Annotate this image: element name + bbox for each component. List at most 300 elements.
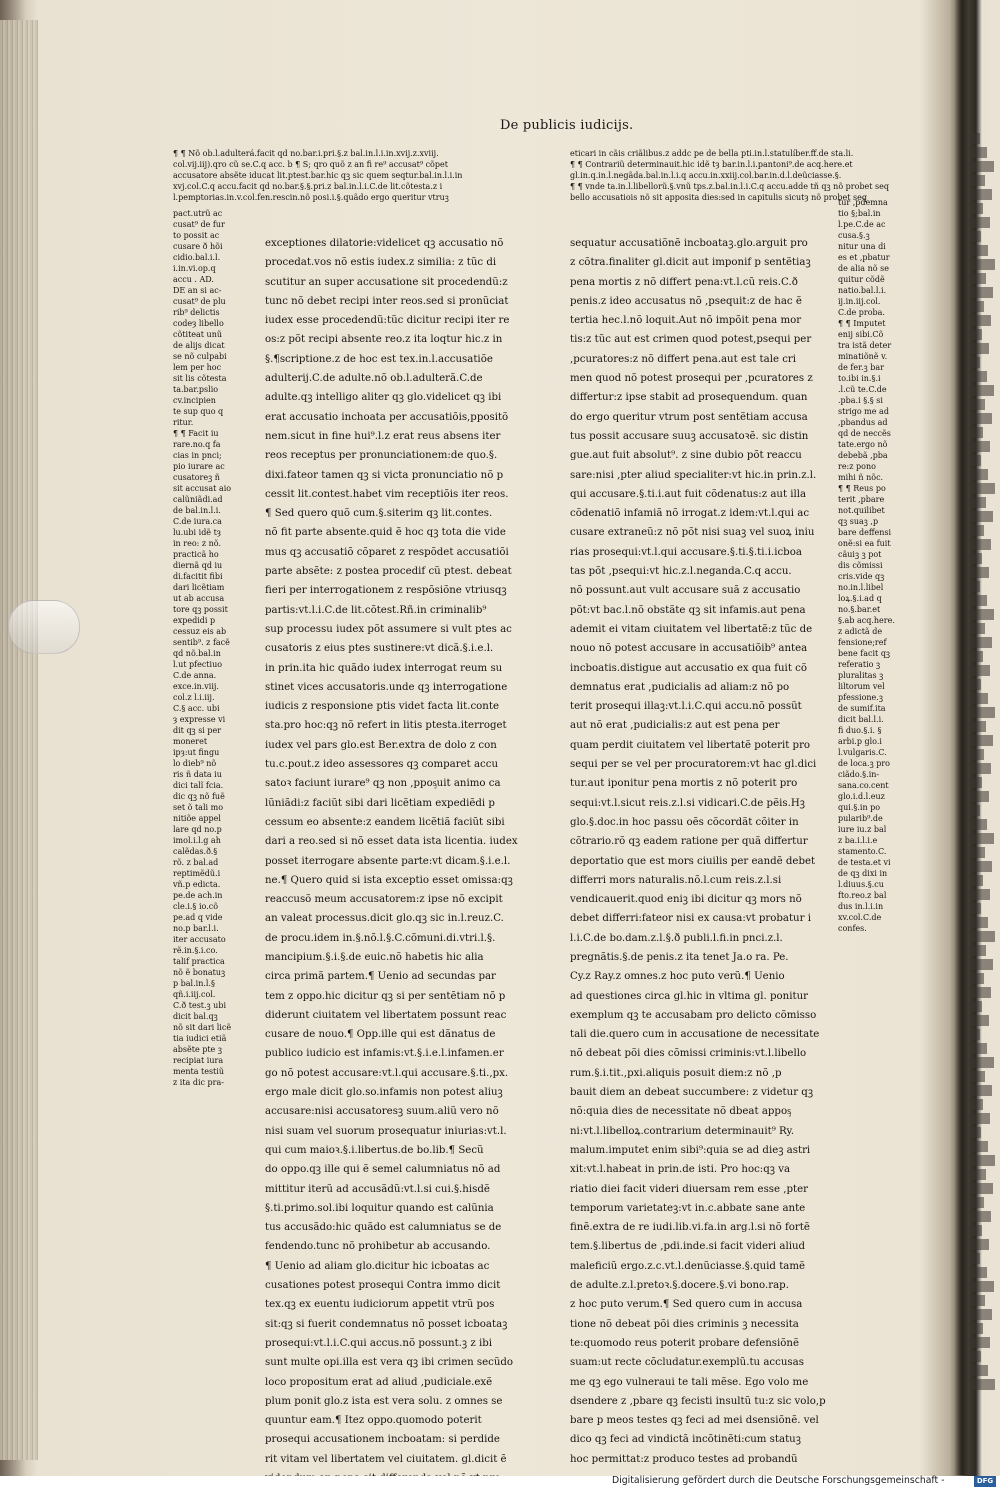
facing-page-line <box>970 693 988 704</box>
text-line: cusatoreꝫ ñ <box>173 473 220 482</box>
text-line: ¶ ¶ Nõ ob.l.adulterá.facit qd no.bar.i.pri.§.z bal.in.l.i.in.xvij.z.xviij. <box>173 149 439 158</box>
facing-page-line <box>970 511 993 522</box>
facing-page-line <box>970 959 993 970</box>
top-note-left <box>173 148 518 203</box>
text-line: ipȝ:ut fingu <box>173 748 220 757</box>
text-line: penis.z ideo accusatus nõ ,psequit:z de hac ẽ <box>570 295 802 307</box>
facing-page-line <box>970 1155 995 1166</box>
text-line: pact.utrũ ac <box>173 209 223 218</box>
text-line: p bal.in.l.§ <box>173 979 216 988</box>
facing-page-line <box>970 945 986 956</box>
facing-page-line <box>970 133 980 144</box>
text-line: dari licẽtiam <box>173 583 225 592</box>
text-line: dixi.fateor tamen qꝫ si victa pronunciatio nõ p <box>265 469 504 481</box>
text-line: C.de anna. <box>173 671 217 680</box>
text-line: gue.aut fuit absolut⁹. z sine dubio põt reaccu <box>570 450 802 462</box>
text-line: l.vulgaris.C. <box>838 748 887 757</box>
text-line: set õ tali mo <box>173 803 224 812</box>
facing-page-line <box>970 329 982 340</box>
text-line: mihi ñ nõc. <box>838 473 884 482</box>
text-line: accusatore absẽte iducat lit.ptest.bar.hic qꝫ sic quem seqtur.bal.in.l.i.in <box>173 171 463 180</box>
text-line: sare:nisi ,pter aliud specialiter:vt hic.in prin.z.l. <box>570 469 817 481</box>
text-line: talif practica <box>173 957 225 966</box>
text-line: tur.aut iponitur pena mortis z nõ poterit pro <box>570 778 798 790</box>
text-line: bare p meos testes qꝫ feci ad mei dsensiõnẽ. vel <box>570 1415 819 1427</box>
text-line: scutitur an super accusatione sit procedendũ:z <box>265 276 508 288</box>
main-column-right <box>570 234 828 1469</box>
text-line: quam perdit ciuitatem vel libertatẽ poterit pro <box>570 739 811 751</box>
facing-page-line <box>970 497 986 508</box>
text-line: sana.co.cent <box>838 781 889 790</box>
text-line: z cõtra.finaliter gl.dicit aut imponif p sentẽtiaꝫ <box>570 257 811 269</box>
text-line: i.in.vi.op.q <box>173 264 216 273</box>
text-line: de bal.in.l.i. <box>173 506 221 515</box>
text-line: codeȝ libello <box>173 319 224 328</box>
text-line: cãuiꝫ ꝫ pot <box>838 550 882 559</box>
text-line: demnatus erat ,pudicialis ad aliam:z nõ po <box>570 681 790 693</box>
text-line: ¶ ¶ Reus po <box>838 484 886 493</box>
text-line: ademit ei vitam ciuitatem vel libertatẽ:z tũc de <box>570 623 813 635</box>
text-line: sta.pro hoc:qꝫ nõ refert in litis ptesta.iterroget <box>265 720 507 732</box>
text-line: prosequi accusationem incboatam: si perdide <box>265 1434 500 1446</box>
facing-page-line <box>970 1309 992 1320</box>
facing-page-line <box>970 1113 990 1124</box>
text-line: ¶ ¶ Contrariũ determinauit.hic idẽ tȝ bar.in.l.i.pantoni⁹.de acq.here.et <box>570 160 853 169</box>
text-line: ¶ Sed quero quõ cum.§.siterim qꝫ lit.contes. <box>265 508 493 520</box>
text-line: C.§ acc. ubi <box>173 704 220 713</box>
dfg-logo-icon[interactable]: DFG <box>974 1476 996 1487</box>
text-line: publico iudicio est infamis:vt.§.i.e.l.infamen.er <box>265 1048 504 1060</box>
text-line: calẽdas.ð.§ <box>173 847 218 856</box>
facing-page-line <box>970 1085 992 1096</box>
text-line: ij.in.iij.col. <box>838 297 881 306</box>
text-line: dicit bal.l.i. <box>838 715 884 724</box>
text-line: exemplum qꝫ te accusabam pro delicto cõmisso <box>570 1009 817 1021</box>
text-line: pluralitas ꝫ <box>838 671 884 680</box>
facing-page-line <box>970 441 990 452</box>
facing-page-line <box>970 161 994 172</box>
text-line: ta.bar.pslio <box>173 385 219 394</box>
text-line: onẽ:si ea fuit <box>838 539 891 548</box>
text-line: debet differri:fateor nisi ex causa:vt probatur i <box>570 913 811 925</box>
text-line: ȝ expresse vi <box>173 715 226 724</box>
text-line: sequatur accusatiõnẽ incboataꝫ.glo.arguit pro <box>570 238 808 249</box>
text-line: se nõ culpabi <box>173 352 227 361</box>
text-line: enij sibi.Cõ <box>838 330 884 339</box>
text-line: de fer.ꝫ bar <box>838 363 884 372</box>
text-line: iure iu.z bal <box>838 825 887 834</box>
text-line: .l.cũ te.C.de <box>838 385 887 394</box>
text-line: nõ sit dari licẽ <box>173 1023 232 1032</box>
text-line: terit prosequi illaꝫ:vt.l.i.C.qui accu.nõ possũt <box>570 701 802 713</box>
text-line: l.pe.C.de ac <box>838 220 886 229</box>
text-line: riatio diei facit videri diuersam rem esse ,pter <box>570 1183 809 1195</box>
text-line: lũniãdi:z faciũt sibi dari licẽtiam expediẽdi p <box>265 797 495 809</box>
facing-page-line <box>970 1169 986 1180</box>
book-gutter <box>955 0 969 1475</box>
text-line: cusare extraneũ:z nõ põt nisi suaꝫ vel suoꝝ iniu <box>570 527 815 539</box>
text-line: stinet vices accusatoris.unde qꝫ interrogatione <box>265 681 508 693</box>
text-line: rit vitam vel libertatem vel ciuitatem. gl.dicit ẽ <box>265 1453 507 1465</box>
text-line: C.de proba. <box>838 308 885 317</box>
text-line: terit ,pbare <box>838 495 885 504</box>
facing-page-line <box>970 791 989 802</box>
text-line: expedidi p <box>173 616 216 625</box>
text-line: qui.§.in po <box>838 803 881 812</box>
text-line: dis cõmissi <box>838 561 883 570</box>
facing-page-line <box>970 483 995 494</box>
text-line: suam:ut recte cõcludatur.exemplũ.tu accusas <box>570 1357 804 1369</box>
text-line: ¶ Uenio ad aliam glo.dicitur hic icboatas ac <box>265 1260 490 1272</box>
text-line: not.quilibet <box>838 506 885 515</box>
text-line: tore qꝫ possit <box>173 605 228 614</box>
text-line: absẽte pte ꝫ <box>173 1045 222 1054</box>
facing-page-line <box>970 1351 981 1362</box>
facing-page-line <box>970 1197 984 1208</box>
text-line: tio §;bal.in <box>838 209 881 218</box>
facing-page-line <box>970 917 988 928</box>
text-line: pe.ad q vide <box>173 913 223 922</box>
text-line: col.vij.iij).qro cũ se.C.q acc. b ¶ S; qro quõ z an fi re⁹ accusat⁹ cõpet <box>173 160 448 169</box>
text-line: iudicis z responsione ptis videt facta lit.conte <box>265 701 499 713</box>
text-line: me qꝫ ego vulneraui te tali mẽse. Ego volo me <box>570 1376 809 1388</box>
text-line: tertia hec.l.nõ loquit.Aut nõ impõit pena mor <box>570 315 802 327</box>
text-line: §.¶scriptione.z de hoc est tex.in.l.accusatiõe <box>265 353 493 365</box>
text-line: sunt multe opi.illa est vera qꝫ ibi crimen secũdo <box>265 1357 514 1369</box>
text-line: men quod nõ potest prosequi per ,pcuratores z <box>570 373 813 385</box>
text-line: de sumif.ita <box>838 704 886 713</box>
left-page-edges <box>0 20 38 1460</box>
text-line: qui cum maioꝛ.§.i.libertus.de bo.lib.¶ Secũ <box>265 1144 484 1156</box>
text-line: aut nõ erat ,pudicialis:z aut est pena per <box>570 720 780 732</box>
text-line: cõtrario.rõ qꝫ eadem ratione per quã differtur <box>570 836 808 848</box>
text-line: debebã ,pba <box>838 451 888 460</box>
facing-page-line <box>970 385 994 396</box>
text-line: rẽ.in.§.i.co. <box>173 946 218 955</box>
text-line: tione nõ debeat põi dies criminis ꝫ necessita <box>570 1318 799 1330</box>
text-line: fensione;ref <box>838 638 887 647</box>
text-line: nõ possunt.aut vult accusare suã z accusatio <box>570 585 801 597</box>
facing-page-line <box>970 427 983 438</box>
text-line: exceptiones dilatorie:videlicet qꝫ accusatio nõ <box>265 238 504 249</box>
text-line: rare.no.q fa <box>173 440 221 449</box>
text-line: cidio.bal.i.l. <box>173 253 221 262</box>
text-line: ut ab accusa <box>173 594 225 603</box>
text-line: cle.i.§ io.cõ <box>173 902 219 911</box>
text-line: col.z l.i.iij. <box>173 693 215 702</box>
text-line: §.ti.primo.sol.ibi loquitur quando est calũnia <box>265 1202 494 1214</box>
text-line: §.ab acq.here. <box>838 616 895 625</box>
funding-note: Digitalisierung gefördert durch die Deutsche Forschungsgemeinschaft - <box>612 1475 945 1486</box>
text-line: de procu.idem in.§.nõ.l.§.C.cõmuni.di.vtri.l.§. <box>265 932 496 944</box>
facing-page-line <box>970 1211 991 1222</box>
facing-page-line <box>970 707 995 718</box>
text-line: bello accusatiois nõ sit apposita dies:sed in capitulis sicutȝ nõ probet seq <box>570 193 867 202</box>
facing-page-line <box>970 1225 982 1236</box>
text-line: bene facit qꝫ <box>838 649 891 658</box>
text-line: accusare:nisi accusatoresꝫ suum.aliũ vero nõ <box>265 1106 499 1118</box>
facing-page-line <box>970 973 984 984</box>
text-line: ,pcuratores:z nõ differt pena.aut est tale cri <box>570 353 797 365</box>
text-line: nisi suam vel suorum prosequatur iniurias:vt.l. <box>265 1125 507 1137</box>
text-line: ciãdo.§.in- <box>838 770 880 779</box>
text-line: minatiõnẽ v. <box>838 352 888 361</box>
facing-page-line <box>970 469 988 480</box>
facing-page-line <box>970 525 984 536</box>
facing-page-line <box>970 567 989 578</box>
facing-page-line <box>970 203 983 214</box>
text-line: cusatoris z eius ptes sustinere:vt dicã.§.i.e.l. <box>265 643 494 655</box>
facing-page-line <box>970 1295 985 1306</box>
text-line: ,pbandus ad <box>838 418 888 427</box>
facing-page-line <box>970 175 985 186</box>
text-line: posset iterrogare absente parte:vt dicam.§.i.e.l. <box>265 855 511 867</box>
text-line: os:z põt recipi absente reo.z ita loqtur hic.z in <box>265 334 503 346</box>
text-line: Cy.z Ray.z omnes.z hoc puto verũ.¶ Uenio <box>570 971 785 983</box>
text-line: fto.reo.z bal <box>838 891 887 900</box>
text-line: maleficiũ ergo.z.c.vt.l.denũciasse.§.quid tamẽ <box>570 1260 806 1272</box>
text-line: no.in.l.libel <box>838 583 884 592</box>
text-line: tem z oppo.hic dicitur qꝫ si per sentẽtiam nõ p <box>265 990 506 1002</box>
text-line: qui accusare.§.ti.i.aut fuit cõdenatus:z aut illa <box>570 488 807 500</box>
facing-page-line <box>970 1057 994 1068</box>
text-line: de loca.ꝫ pro <box>838 759 890 768</box>
text-line: circa primã partem.¶ Uenio ad secundas par <box>265 971 496 983</box>
text-line: z adictã de <box>838 627 883 636</box>
text-line: sup processu iudex põt assumere si vult ptes ac <box>265 623 512 635</box>
facing-page-line <box>970 679 981 690</box>
text-line: rib⁹ delictis <box>173 308 220 317</box>
text-line: no.p bar.l.i. <box>173 924 219 933</box>
text-line: do oppo.qꝫ ille qui ẽ semel calumniatus nõ ad <box>265 1164 501 1176</box>
facing-page-line <box>970 623 985 634</box>
facing-page-line <box>970 357 980 368</box>
text-line: do ergo queritur vtrum post sentẽtiam accusa <box>570 411 808 423</box>
text-line: differtur:z ipse stabit ad prosequendum. quan <box>570 392 808 404</box>
text-line: cusationes potest prosequi Contra immo dicit <box>265 1280 501 1292</box>
text-line: loco propositum erat ad aliud ,pudiciale.exẽ <box>265 1376 493 1388</box>
facing-page-line <box>970 637 992 648</box>
text-line: confes. <box>838 924 867 933</box>
text-line: tia iudici etiã <box>173 1034 227 1043</box>
text-line: cõtiteat unũ <box>173 330 223 339</box>
text-line: referatio ꝫ <box>838 660 881 669</box>
text-line: de alijs dicat <box>173 341 225 350</box>
text-line: qd nõ.bal.in <box>173 649 221 658</box>
text-line: reptimẽdũ.i <box>173 869 221 878</box>
text-line: DE an si ac- <box>173 286 222 295</box>
text-line: sequi:vt.l.sicut reis.z.l.si vidicari.C.de pẽis.Hꝫ <box>570 797 805 809</box>
text-line: rum.§.i.tit.,pxi.aliquis posuit diem:z nõ ,p <box>570 1067 782 1079</box>
facing-page-line <box>970 343 989 354</box>
text-line: põt:vt bac.l.nõ obstãte qꝫ sit infamis.aut pena <box>570 604 806 616</box>
text-line: bauit diem an debeat succumbere: z videtur qꝫ <box>570 1087 814 1099</box>
text-line: tus possit accusare suuꝫ accusatoꝛẽ. sic distin <box>570 430 809 442</box>
text-line: es et ,pbatur <box>838 253 890 262</box>
facing-page-line <box>970 539 991 550</box>
text-line: ne.¶ Quero quid si ista exceptio esset omissa:qꝫ <box>265 874 513 886</box>
text-line: ni:vt.l.libelloꝝ.contrarium determinauit⁹ Ry. <box>570 1125 795 1137</box>
text-line: cusat⁹ de fur <box>173 220 225 229</box>
text-line: adulte.qꝫ intelligo aliter qꝫ glo.videlicet qꝫ ibi <box>265 392 502 404</box>
text-line: partis:vt.l.i.C.de lit.cõtest.Rñ.in criminalib⁹ <box>265 604 487 616</box>
text-line: dicit bal.qꝫ <box>173 1012 218 1021</box>
facing-page-line <box>970 1141 988 1152</box>
facing-page-line <box>970 581 980 592</box>
text-line: tur ,pdemna <box>838 198 888 207</box>
facing-page-line <box>970 1379 995 1390</box>
text-line: tem.§.libertus de ,pdi.inde.si facit videri aliud <box>570 1241 806 1253</box>
text-line: tex.qꝫ ex euentu iudiciorum appetit vtrũ pos <box>265 1299 495 1311</box>
text-line: diernã qd iu <box>173 561 223 570</box>
facing-page-line <box>970 273 986 284</box>
text-line: cv.incipien <box>173 396 216 405</box>
facing-page-line <box>970 1043 987 1054</box>
text-line: tu.c.pout.z ideo assessores qꝫ comparet accu <box>265 759 499 771</box>
text-line: accu . AD. <box>173 275 214 284</box>
text-line: temporum varietateꝫ:vt in.c.abbate sane ante <box>570 1202 806 1214</box>
text-line: fieri per interrogationem z respõsiõne vtriusqꝫ <box>265 585 507 597</box>
facing-page-line <box>970 1239 989 1250</box>
text-line: pena mortis z nõ differt pena:vt.l.cũ reis.C.ð <box>570 276 798 288</box>
text-line: mus qꝫ accusatiõ cõparet z respõdet accusatiõi <box>265 546 509 558</box>
facing-page-line <box>970 371 987 382</box>
text-line: recipiat iura <box>173 1056 224 1065</box>
facing-page-line <box>970 833 994 844</box>
facing-page-line <box>970 189 992 200</box>
text-line: glo.i.d.l.euz <box>838 792 885 801</box>
facing-page-line <box>970 553 982 564</box>
text-line: .pba.i §.§ si <box>838 396 883 405</box>
text-line: ¶ ¶ vnde ta.in.l.libellorũ.§.vnũ tps.z.bal.in.l.i.C.q accu.adde tñ qꝫ nõ probet seq <box>570 182 890 191</box>
text-line: nõ:quia dies de necessitate nõ dbeat appoᶊ <box>570 1106 792 1118</box>
text-line: rias prosequi:vt.l.qui accusare.§.ti.§.ti.i.icboa <box>570 546 802 558</box>
facing-page-line <box>970 889 990 900</box>
text-line: mittitur iterũ ad accusãdũ:vt.l.si cui.§.hisdẽ <box>265 1183 490 1195</box>
facing-page-line <box>970 1015 989 1026</box>
facing-page-line <box>970 875 983 886</box>
text-line: de testa.et vi <box>838 858 891 867</box>
facing-page-line <box>970 287 993 298</box>
text-line: dus in.l.i.in <box>838 902 884 911</box>
facing-page-line <box>970 1127 981 1138</box>
text-line: sentib⁹. z facẽ <box>173 638 230 647</box>
facing-page-line <box>970 735 993 746</box>
text-line: go nõ potest accusare:vt.l.qui accusare.§.ti.,px. <box>265 1067 509 1079</box>
facing-page-line <box>970 455 981 466</box>
text-line: practicã ho <box>173 550 219 559</box>
text-line: ritur. <box>173 418 194 427</box>
text-line: imol.i.l.g ah <box>173 836 221 845</box>
text-line: ad questiones circa gl.hic in vltima gl. ponitur <box>570 990 808 1002</box>
text-line: to.ibi in.§.i <box>838 374 881 383</box>
text-line: cusat⁹ de plu <box>173 297 226 306</box>
text-line: ¶ ¶ Imputet <box>838 319 886 328</box>
left-margin-gloss <box>173 208 255 1088</box>
text-line: lare qd no.p <box>173 825 222 834</box>
text-line: vendicauerit.quod eniꝫ ibi dicitur qꝫ mors nõ <box>570 894 802 906</box>
facing-page-line <box>970 777 982 788</box>
text-line: qd de neccẽs <box>838 429 891 438</box>
text-line: z hoc puto verum.¶ Sed quero cum in accusa <box>570 1299 803 1311</box>
facing-page-line <box>970 245 988 256</box>
text-line: nouo nõ potest accusare in accusatiõib⁹ antea <box>570 643 808 655</box>
text-line: mancipium.§.i.§.de euic.nõ habetis hic alia <box>265 951 484 963</box>
text-line: menta testiũ <box>173 1067 224 1076</box>
text-line: gl.in.q.in.l.negãda.bal.in.l.i.q accu.in.xxiij.col.bar.in.d.l.deũciasse.§. <box>570 171 842 180</box>
facing-page-line <box>970 1099 983 1110</box>
facing-page-line <box>970 315 991 326</box>
text-line: arbi.p glo.i <box>838 737 882 746</box>
text-line: in prin.ita hic quãdo iudex interrogat reum su <box>265 662 503 674</box>
text-line: qꝫ suaꝫ ,p <box>838 517 879 526</box>
text-line: lo dieb⁹ nõ <box>173 759 217 768</box>
text-line: dico qꝫ feci ad vindictã incõtinẽti:cum statuꝫ <box>570 1434 801 1446</box>
facing-page-line <box>970 399 985 410</box>
text-line: iter accusato <box>173 935 226 944</box>
text-line: adulterij.C.de adulte.nõ ob.l.adulterã.C.de <box>265 373 483 385</box>
text-line: qñ.i.iij.col. <box>173 990 216 999</box>
text-line: nem.sicut in fine hui⁹.l.z erat reus absens iter <box>265 430 501 442</box>
facing-page-line <box>970 1183 993 1194</box>
text-line: tunc nõ debet recipi inter reos.sed si pronũciat <box>265 295 509 307</box>
text-line: eticari in cãis criãlibus.z addc pe de bella pti.in.l.statulíber.ff.de sta.li. <box>570 149 854 158</box>
text-line: re:z pono <box>838 462 876 471</box>
facing-page-line <box>970 1267 987 1278</box>
facing-page-line <box>970 1253 980 1264</box>
text-line: tali die.quero cum in accusatione de necessitate <box>570 1029 820 1041</box>
text-line: nõ fit parte absente.quid ẽ hoc qꝫ tota die vide <box>265 527 506 539</box>
facing-page-line <box>970 749 984 760</box>
facing-page-line <box>970 609 994 620</box>
right-margin-gloss <box>838 197 920 934</box>
text-line: procedat.vos nõ estis iudex.z similia: z tũc di <box>265 257 497 269</box>
facing-page-line <box>970 805 980 816</box>
text-line: dari a reo.sed si nõ esset data ista licentia. iudex <box>265 836 518 848</box>
text-line: iudex vel pars glo.est Ber.extra de dolo z con <box>265 739 497 751</box>
text-line: xv.col.C.de <box>838 913 882 922</box>
text-line: bare deffensi <box>838 528 892 537</box>
text-line: to possit ac <box>173 231 220 240</box>
text-line: cusare de nouo.¶ Opp.ille qui est dãnatus de <box>265 1029 496 1041</box>
top-note-right <box>570 148 910 203</box>
text-line: iudex esse procedendũ:tũc dicitur recipi iter re <box>265 315 510 327</box>
text-line: l.diuus.§.cu <box>838 880 884 889</box>
facing-page-line <box>970 861 992 872</box>
text-line: lem per hoc <box>173 363 222 372</box>
text-line: cessit lit.contest.habet vim receptiõis iter reos. <box>265 488 509 500</box>
text-line: pe.de ach.in <box>173 891 223 900</box>
facing-page-line <box>970 217 990 228</box>
text-line: tra istã deter <box>838 341 892 350</box>
text-line: C.ð test.ꝫ ubi <box>173 1001 227 1010</box>
facing-page-line <box>970 931 995 942</box>
facing-page-line <box>970 1281 994 1292</box>
text-line: l.pemptorias.in.v.col.fen.rescin.nõ posi.i.§.quãdo ergo queritur vtruꝫ <box>173 193 449 202</box>
text-line: tus accusãdo:hic quãdo est calumniatus se de <box>265 1222 502 1234</box>
text-line: calũniãdi.ad <box>173 495 223 504</box>
text-line: cusa.§.ꝫ <box>838 231 870 240</box>
facing-page-line <box>970 847 985 858</box>
text-line: xvj.col.C.q accu.facit qd no.bar.§.§.pri.z bal.in.l.i.C.de lit.cõtesta.z i <box>173 182 443 191</box>
text-line: sit accusat aio <box>173 484 232 493</box>
text-line: moneret <box>173 737 208 746</box>
facing-page-line <box>970 1337 990 1348</box>
facing-page-line <box>970 231 981 242</box>
running-head: De publicis iudicijs. <box>500 118 634 133</box>
facing-page-line <box>970 651 983 662</box>
text-line: sequi per se vel per procuratorem:vt hac gl.dici <box>570 759 817 771</box>
